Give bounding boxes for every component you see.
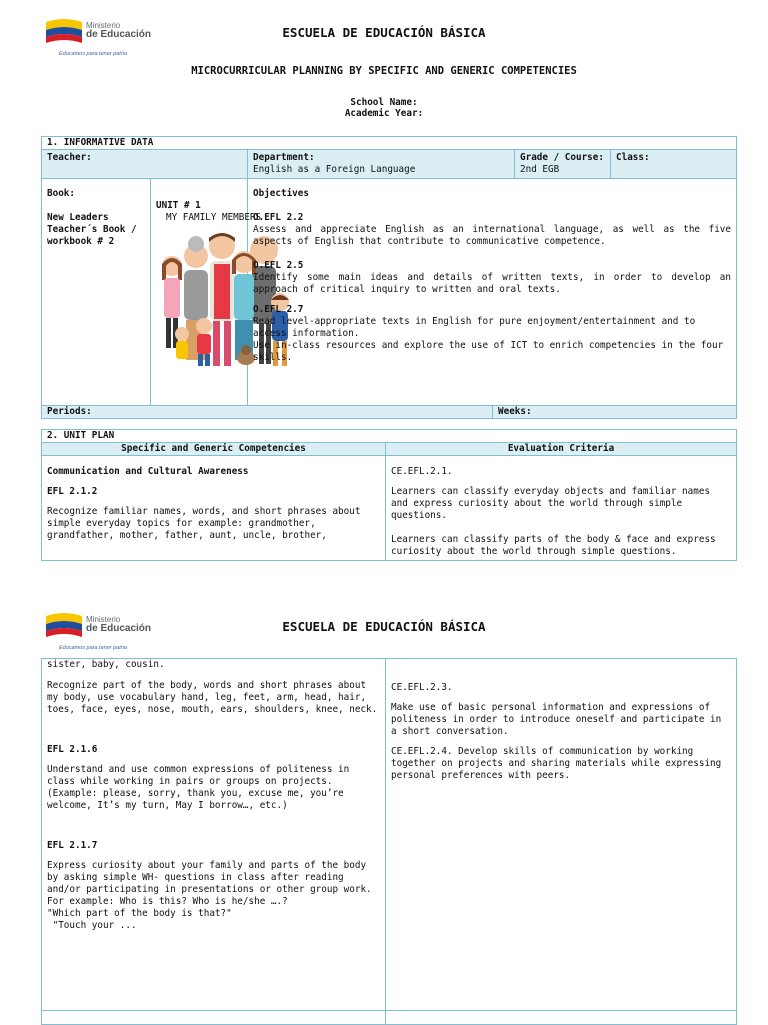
objective-text-3b: Use in-class resources and explore the use of ICT to enrich competencies in the four skills. xyxy=(253,340,724,363)
unit-cell xyxy=(151,179,262,406)
objective-text-1: Assess and appreciate English as an international language, as well as the five aspects of English that contribute to communicative competence. xyxy=(253,224,731,247)
department-value: English as a Foreign Language xyxy=(253,164,416,175)
competencies-continued-cell xyxy=(42,659,386,1011)
book-label: Book: xyxy=(47,188,75,199)
efl-212-text: Recognize familiar names, words, and short phrases about simple everyday topics for example: grandmother, grandfather, mother, father, aunt, uncle, brother, xyxy=(47,506,361,541)
efl-217-example-2: "Which part of the body is that?" xyxy=(47,908,232,919)
competency-heading: Communication and Cultural Awareness xyxy=(47,466,249,477)
section-informative-title: 1. INFORMATIVE DATA xyxy=(42,137,737,150)
school-title-page2: ESCUELA DE EDUCACIÓN BÁSICA xyxy=(282,619,486,634)
grade-cell xyxy=(515,150,611,179)
objective-text-2: Identify some main ideas and details of written texts, in order to develop an approach of critical inquiry to written and oral texts. xyxy=(253,272,731,295)
continued-text: sister, baby, cousin. xyxy=(47,659,165,670)
competencies-cell xyxy=(42,456,386,561)
efl-217-example-3: "Touch your ... xyxy=(47,920,137,931)
logo-line1: Ministerio xyxy=(86,615,121,624)
unit-label: UNIT # 1 xyxy=(156,200,201,211)
logo-tagline: Educamos para tener patria xyxy=(59,51,127,57)
efl-217-example-1: For example: Who is this? Who is he/she ….? xyxy=(47,896,288,907)
grade-value: 2nd EGB xyxy=(520,164,560,175)
efl-216-text: Understand and use common expressions of politeness in class while working in pairs or groups on projects. (Example: please, sorry, thank you, excuse me, you’re welcome, It’s my turn, May I borrow…, etc.) xyxy=(47,764,350,811)
school-title: ESCUELA DE EDUCACIÓN BÁSICA xyxy=(282,25,486,40)
ce-221-text-1: Learners can classify everyday objects and familiar names and express curiosity about the world through simple questions. xyxy=(391,486,711,521)
efl-212-code: EFL 2.1.2 xyxy=(47,486,98,497)
unit-plan-continued-table xyxy=(41,658,737,1025)
document-subtitle: MICROCURRICULAR PLANNING BY SPECIFIC AND GENERIC COMPETENCIES xyxy=(191,65,577,77)
efl-216-code: EFL 2.1.6 xyxy=(47,744,98,755)
grade-label: Grade / Course: xyxy=(520,152,604,163)
objective-code-2: O.EFL 2.5 xyxy=(253,260,304,271)
ce-224-text: CE.EFL.2.4. Develop skills of communication by working together on projects and sharing materials while expressing personal preferences with peers. xyxy=(391,746,722,781)
body-parts-text: Recognize part of the body, words and short phrases about my body, use vocabulary hand, leg, feet, arm, head, hair, toes, face, eyes, nose, mouth, ears, shoulders, knee, neck. xyxy=(47,680,378,715)
evaluation-continued-cell xyxy=(386,659,737,1011)
efl-217-text: Express curiosity about your family and parts of the body by asking simple WH- questions in class after reading and/or participating in presentations or other group work. xyxy=(47,860,372,895)
logo-tagline: Educamos para tener patria xyxy=(59,645,127,651)
next-row-right xyxy=(386,1011,737,1025)
academic-year-label: Academic Year: xyxy=(344,108,424,119)
ce-223-text: Make use of basic personal information and expressions of politeness in order to introduce oneself and participate in a short conversation. xyxy=(391,702,722,737)
objectives-label: Objectives xyxy=(253,188,309,199)
unit-plan-table xyxy=(41,429,737,561)
evaluation-cell xyxy=(386,456,737,561)
weeks-label: Weeks: xyxy=(493,406,737,419)
unit-title: MY FAMILY MEMBERS xyxy=(166,212,262,223)
teacher-label: Teacher: xyxy=(42,150,248,179)
objective-code-1: O.EFL 2.2 xyxy=(253,212,304,223)
objectives-cell xyxy=(248,179,737,406)
book-value: New Leaders Teacher´s Book / workbook # 2 xyxy=(47,212,137,247)
competencies-header: Specific and Generic Competencies xyxy=(42,443,386,456)
book-cell xyxy=(42,179,151,406)
department-cell xyxy=(248,150,515,179)
ce-221-code: CE.EFL.2.1. xyxy=(391,466,453,477)
efl-217-code: EFL 2.1.7 xyxy=(47,840,98,851)
ce-221-text-2: Learners can classify parts of the body & face and express curiosity about the world through simple questions. xyxy=(391,534,716,557)
informative-data-table xyxy=(41,136,737,419)
next-row-left xyxy=(42,1011,386,1025)
periods-label: Periods: xyxy=(42,406,493,419)
objective-text-3: Read level-appropriate texts in English for pure enjoyment/entertainment and to access information. xyxy=(253,316,696,339)
logo-line2: de Educación xyxy=(86,623,152,634)
class-label: Class: xyxy=(611,150,737,179)
objective-code-3: O.EFL 2.7 xyxy=(253,304,304,315)
logo-line2: de Educación xyxy=(86,29,152,40)
section-unit-plan-title: 2. UNIT PLAN xyxy=(42,430,737,443)
school-name-label: School Name: xyxy=(350,97,418,108)
ce-223-code: CE.EFL.2.3. xyxy=(391,682,453,693)
evaluation-criteria-header: Evaluation Criteria xyxy=(386,443,737,456)
department-label: Department: xyxy=(253,152,315,163)
logo-line1: Ministerio xyxy=(86,21,121,30)
